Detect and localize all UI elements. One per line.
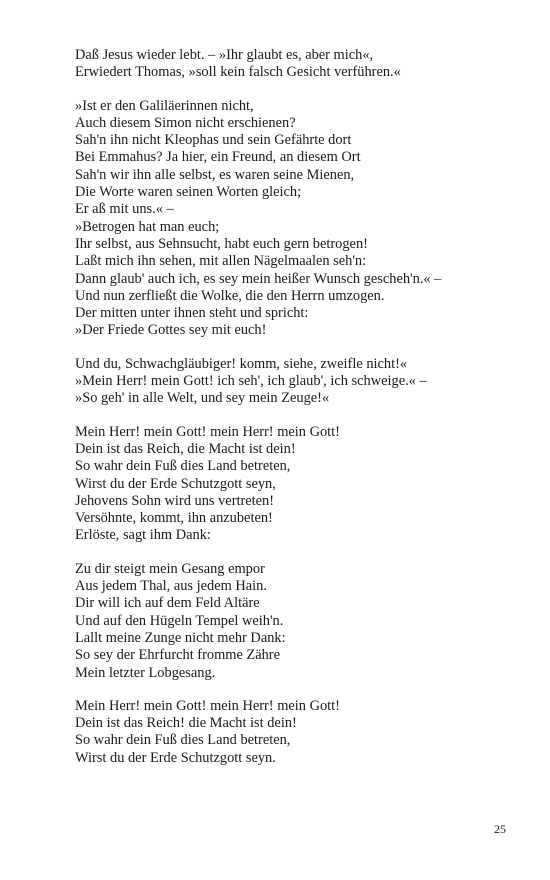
verse-line: Erlöste, sagt ihm Dank: (75, 527, 211, 544)
stanza (75, 424, 515, 545)
verse-line: Versöhnte, kommt, ihn anzubeten! (75, 510, 273, 527)
verse-line: »Ist er den Galiläerinnen nicht, (75, 97, 254, 114)
verse-line: Wirst du der Erde Schutzgott seyn. (75, 749, 276, 766)
verse-line: Dann glaub' auch ich, es sey mein heißer Wunsch gescheh'n.« – (75, 270, 442, 287)
verse-line: Sah'n wir ihn alle selbst, es waren seine Mienen, (75, 166, 355, 183)
verse-line: Zu dir steigt mein Gesang empor (75, 560, 265, 577)
verse-line: Sah'n ihn nicht Kleophas und sein Gefährte dort (75, 132, 352, 149)
verse-line: Dir will ich auf dem Feld Altäre (75, 595, 260, 612)
stanza (75, 98, 515, 340)
verse-line: Er aß mit uns.« – (75, 201, 174, 218)
verse-line: Laßt mich ihn sehen, mit allen Nägelmaalen seh'n: (75, 253, 367, 270)
verse-line: So wahr dein Fuß dies Land betreten, (75, 732, 291, 749)
verse-line: Lallt meine Zunge nicht mehr Dank: (75, 629, 286, 646)
verse-line: So sey der Ehrfurcht fromme Zähre (75, 647, 280, 664)
verse-line: Jehovens Sohn wird uns vertreten! (75, 492, 275, 509)
verse-line: Ihr selbst, aus Sehnsucht, habt euch gern betrogen! (75, 235, 368, 252)
verse-line: »Der Friede Gottes sey mit euch! (75, 322, 267, 339)
verse-line: Bei Emmahus? Ja hier, ein Freund, an diesem Ort (75, 149, 361, 166)
stanza (75, 47, 515, 82)
verse-line: So wahr dein Fuß dies Land betreten, (75, 458, 291, 475)
verse-line: Mein letzter Lobgesang. (75, 664, 216, 681)
verse-line: Auch diesem Simon nicht erschienen? (75, 114, 296, 131)
verse-line: Wirst du der Erde Schutzgott seyn, (75, 475, 276, 492)
verse-line: Aus jedem Thal, aus jedem Hain. (75, 578, 267, 595)
verse-line: Und nun zerfließt die Wolke, die den Herrn umzogen. (75, 287, 385, 304)
verse-line: »So geh' in alle Welt, und sey mein Zeuge!« (75, 390, 330, 407)
verse-line: »Mein Herr! mein Gott! ich seh', ich glaub', ich schweige.« – (75, 373, 427, 390)
stanza (75, 698, 515, 767)
verse-line: Erwiedert Thomas, »soll kein falsch Gesicht verführen.« (75, 64, 401, 81)
stanza (75, 561, 515, 682)
verse-line: Und du, Schwachgläubiger! komm, siehe, zweifle nicht!« (75, 355, 408, 372)
verse-line: Dein ist das Reich! die Macht ist dein! (75, 715, 297, 732)
verse-line: »Betrogen hat man euch; (75, 218, 220, 235)
verse-line: Dein ist das Reich, die Macht ist dein! (75, 440, 296, 457)
verse-line: Daß Jesus wieder lebt. – »Ihr glaubt es, aber mich«, (75, 47, 374, 63)
poem-text (75, 47, 515, 783)
verse-line: Mein Herr! mein Gott! mein Herr! mein Gott! (75, 697, 340, 714)
stanza (75, 356, 515, 408)
verse-line: Mein Herr! mein Gott! mein Herr! mein Gott! (75, 423, 340, 440)
page-number: 25 (494, 822, 506, 836)
verse-line: Die Worte waren seinen Worten gleich; (75, 184, 302, 201)
verse-line: Der mitten unter ihnen steht und spricht: (75, 305, 309, 322)
verse-line: Und auf den Hügeln Tempel weih'n. (75, 612, 284, 629)
